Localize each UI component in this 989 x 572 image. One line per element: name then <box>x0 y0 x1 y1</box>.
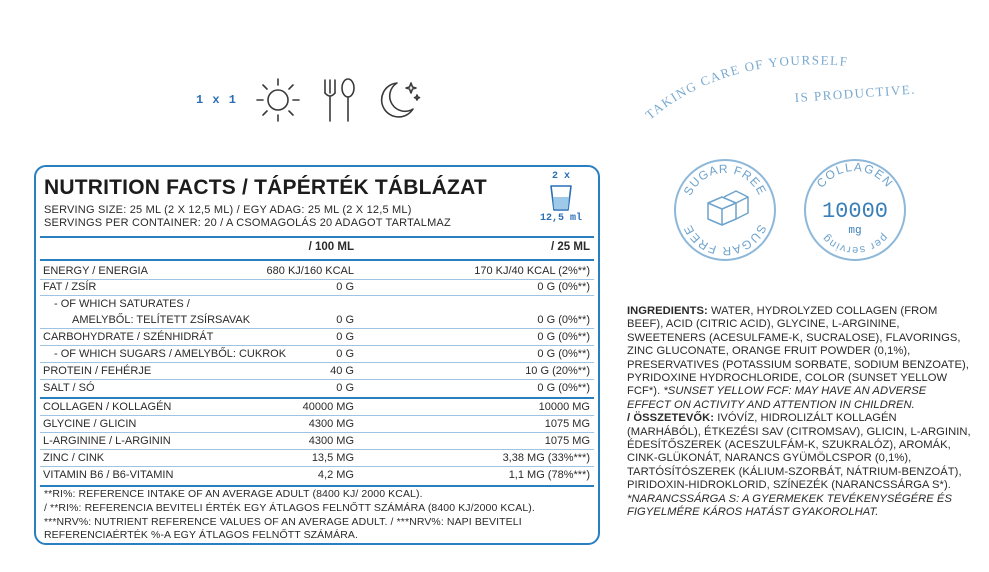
table-row <box>40 380 594 396</box>
row-label: GLYCINE / GLICIN <box>43 418 137 430</box>
collagen-badge <box>800 155 910 265</box>
row-per25: 0 G (0%**) <box>537 382 590 394</box>
ingredients-en-label: INGREDIENTS: <box>627 305 708 317</box>
row-per25: 1075 MG <box>544 435 590 447</box>
collagen-top-text: COLLAGEN <box>813 159 897 191</box>
slogan-line2: IS PRODUCTIVE. <box>794 81 917 105</box>
row-per100: 4300 MG <box>308 418 354 430</box>
row-label: ENERGY / ENERGIA <box>43 265 148 277</box>
slogan-line1: TAKING CARE OF YOURSELF <box>642 52 850 123</box>
table-row <box>40 263 594 279</box>
footnote: **RI%: REFERENCE INTAKE OF AN AVERAGE ADULT (8400 KJ/ 2000 KCAL). <box>44 488 423 500</box>
row-per25: 1,1 MG (78%***) <box>508 469 590 481</box>
table-header-row <box>40 239 594 255</box>
table-row <box>40 467 594 483</box>
dose-text: 1 x 1 <box>196 93 238 107</box>
footnote: / **RI%: REFERENCIA BEVITELI ÉRTÉK EGY ÁTLAGOS FELNŐTT SZÁMÁRA (8400 KJ/2000 KCAL). <box>44 502 535 514</box>
row-per25: 1075 MG <box>544 418 590 430</box>
row-label: - OF WHICH SUGARS / AMELYBŐL: CUKROK <box>54 348 287 360</box>
row-per100: 4300 MG <box>308 435 354 447</box>
table-row <box>40 450 594 466</box>
row-label: VITAMIN B6 / B6-VITAMIN <box>43 469 174 481</box>
row-per25: 0 G (0%**) <box>537 314 590 326</box>
row-per100: 4,2 MG <box>317 469 354 481</box>
table-row <box>40 433 594 449</box>
column-per-25ml: / 25 ML <box>551 241 590 253</box>
row-per100: 0 G <box>336 314 354 326</box>
footnote: REFERENCIAÉRTÉK %-A EGY ÁTLAGOS FELNŐTT SZÁMÁRA. <box>44 529 359 541</box>
ingredients-hu-label: / ÖSSZETEVŐK: <box>627 412 715 425</box>
row-per25: 3,38 MG (33%***) <box>502 452 590 464</box>
row-label: FAT / ZSÍR <box>43 281 97 293</box>
row-label: ZINC / CINK <box>43 452 105 464</box>
row-label: PROTEIN / FEHÉRJE <box>43 365 152 377</box>
usage-instructions <box>196 68 423 132</box>
table-row <box>40 296 594 312</box>
row-per25: 0 G (0%**) <box>537 348 590 360</box>
sugar-free-top-text: SUGAR FREE <box>680 161 770 198</box>
row-per100: 13,5 MG <box>311 452 354 464</box>
cup-count: 2 x <box>551 171 570 182</box>
svg-text:COLLAGEN <box>814 160 897 191</box>
table-row <box>40 312 594 328</box>
cup-volume: 12,5 ml <box>539 213 582 224</box>
row-label: - OF WHICH SATURATES / <box>54 298 190 310</box>
ingredients-en-text: WATER, HYDROLYZED COLLAGEN (FROM BEEF), ACID (CITRIC ACID), GLYCINE, L-ARGININE, SWEETENERS (ACESULFAME-K, SUCRALOSE), FLAVORINGS, ZINC GLUCONATE, ORANGE FRUIT POWDER (0,1%), PRESERVATIVES (POTASSIUM SORBATE, SODIUM BENZOATE), PYRIDOXINE HYDROCHLORIDE, COLOR (SUNSET YELLOW FCF*). <box>627 305 969 398</box>
moon-stars-icon <box>375 75 423 125</box>
svg-text:SUGAR FREE <box>681 162 770 198</box>
slogan <box>640 40 940 130</box>
table-row <box>40 399 594 415</box>
row-per25: 10 G (20%**) <box>525 365 590 377</box>
row-per100: 0 G <box>336 348 354 360</box>
row-label: AMELYBŐL: TELÍTETT ZSÍRSAVAK <box>72 314 251 326</box>
row-label: L-ARGININE / L-ARGININ <box>43 435 171 447</box>
row-label: SALT / SÓ <box>43 382 95 394</box>
serving-size: SERVING SIZE: 25 ML (2 X 12,5 ML) / EGY ADAG: 25 ML (2 X 12,5 ML) <box>44 204 412 216</box>
ingredients-text <box>627 305 972 520</box>
row-per25: 0 G (0%**) <box>537 331 590 343</box>
collagen-amount: 10000 <box>821 199 889 224</box>
table-row <box>40 363 594 379</box>
row-per100: 0 G <box>336 281 354 293</box>
collagen-unit: mg <box>848 225 862 237</box>
sun-icon <box>253 75 303 125</box>
servings-per-container: SERVINGS PER CONTAINER: 20 / A CSOMAGOLÁS 20 ADAGOT TARTALMAZ <box>44 217 451 229</box>
serving-cup <box>526 171 596 237</box>
row-per25: 0 G (0%**) <box>537 281 590 293</box>
column-per-100ml: / 100 ML <box>308 241 354 253</box>
nutrition-facts-table <box>34 165 600 545</box>
cup-icon <box>546 183 576 213</box>
row-label: CARBOHYDRATE / SZÉNHIDRÁT <box>43 331 214 343</box>
row-per100: 0 G <box>336 382 354 394</box>
row-per100: 40 G <box>330 365 354 377</box>
ingredients-hu-warning: *NARANCSSÁRGA S: A GYERMEKEK TEVÉKENYSÉGÉRE ÉS FIGYELMÉRE KÁROS HATÁST GYAKOROLHAT. <box>627 492 952 519</box>
sugar-cubes-icon <box>708 191 748 225</box>
ingredients-hu-text: IVÓVÍZ, HIDROLIZÁLT KOLLAGÉN (MARHÁBÓL), ÉTKEZÉSI SAV (CITROMSAV), GLICIN, L-ARGININ, ÉDESÍTŐSZEREK (ACESZULFÁM-K, SZUKRALÓZ), AROMÁK, CINK-GLÜKONÁT, NARANCS GYÜMÖLCSPOR (0,1%), TARTÓSÍTÓSZEREK (KÁLIUM-SZORBÁT, NÁTRIUM-BENZOÁT), PIRIDOXIN-HIDROKLORID, SZÍNEZÉK (NARANCSSÁRGA S*). <box>627 412 971 492</box>
row-label: COLLAGEN / KOLLAGÉN <box>43 401 172 413</box>
sugar-free-badge <box>670 155 780 265</box>
row-per100: 40000 MG <box>302 401 354 413</box>
sugar-free-bottom-text: SUGAR FREE <box>680 222 770 259</box>
svg-text:TAKING CARE OF YOURSELF <box>642 52 849 122</box>
nutrition-title: NUTRITION FACTS / TÁPÉRTÉK TÁBLÁZAT <box>44 176 487 199</box>
table-row <box>40 279 594 295</box>
table-row <box>40 329 594 345</box>
ingredients-en-warning: *SUNSET YELLOW FCF: MAY HAVE AN ADVERSE EFFECT ON ACTIVITY AND ATTENTION IN CHILDREN. <box>627 385 927 411</box>
table-row <box>40 416 594 432</box>
svg-text:SUGAR FREE <box>681 222 770 258</box>
fork-spoon-icon <box>317 75 361 125</box>
row-per25: 170 KJ/40 KCAL (2%**) <box>474 265 590 277</box>
table-row <box>40 346 594 362</box>
collagen-bottom-text: per serving <box>819 231 891 257</box>
row-per25: 10000 MG <box>538 401 590 413</box>
row-per100: 680 KJ/160 KCAL <box>266 265 354 277</box>
row-per100: 0 G <box>336 331 354 343</box>
footnote: ***NRV%: NUTRIENT REFERENCE VALUES OF AN AVERAGE ADULT. / ***NRV%: NAPI BEVITELI <box>44 516 522 528</box>
